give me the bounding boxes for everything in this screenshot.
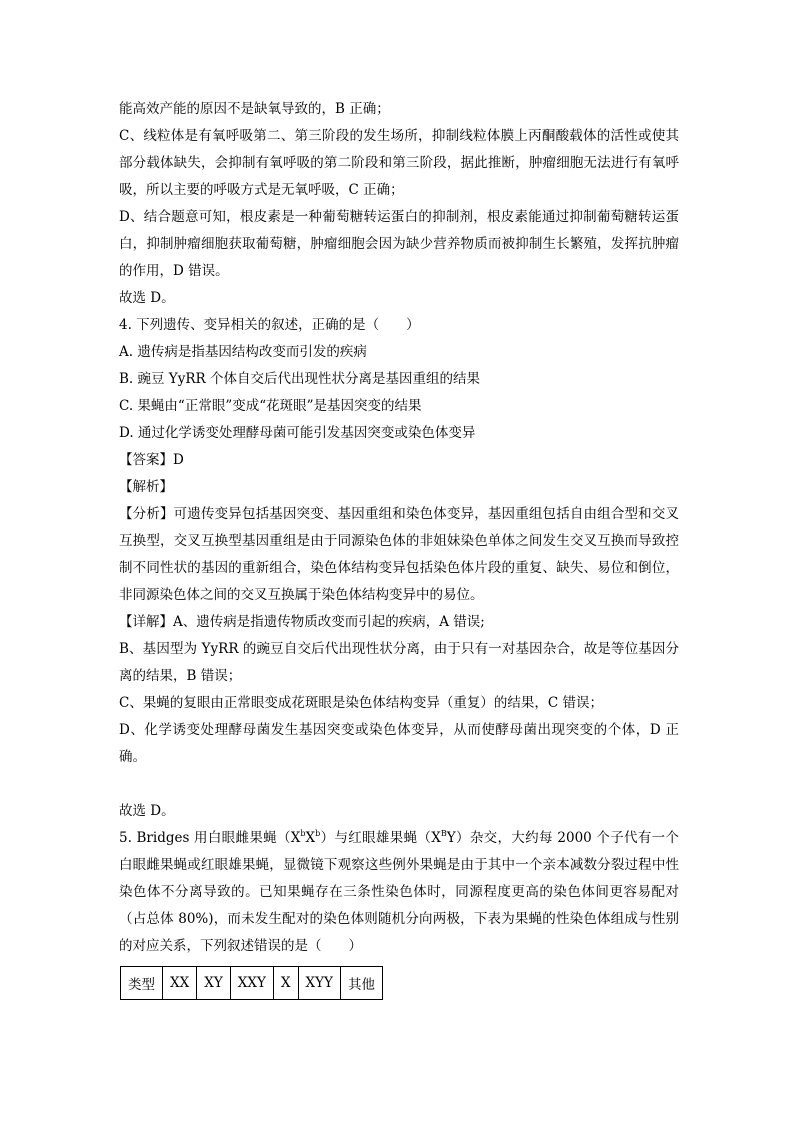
question-5-stem-part: X [305, 830, 316, 846]
table-row [121, 967, 383, 1000]
superscript: b [300, 829, 306, 838]
question-4-option-d: D. 通过化学诱变处理酵母菌可能引发基因突变或染色体变异 [119, 425, 476, 441]
table-cell: XX [163, 967, 197, 1000]
table-cell: XY [197, 967, 231, 1000]
question-5-stem [119, 825, 679, 960]
superscript: b [315, 829, 321, 838]
table-cell: XYY [298, 967, 340, 1000]
question-4-analysis: 【分析】可遗传变异包括基因突变、基因重组和染色体变异，基因重组包括自由组合型和交叉互换型，交叉互换型基因重组是由于同源染色体的非姐妹染色单体之间发生交叉互换而导致控制不同性状的基因的重新组合，染色体结构变异包括染色体片段的重复、缺失、易位和倒位，非同源染色体之间的交叉互换属于染色体结构变异中的易位。 [119, 506, 679, 603]
question-4-option-a: A. 遗传病是指基因结构改变而引发的疾病 [119, 344, 367, 360]
question-4-conclusion: 故选 D。 [119, 803, 175, 819]
table-cell: 类型 [121, 967, 163, 1000]
question-5-stem-part: Y）杂交，大约每 2000 个子代有一个白眼雌果蝇或红眼雄果蝇，显微镜下观察这些例外果蝇是由于其中一个亲本减数分裂过程中性染色体不分离导致的。已知果蝇存在三条性染色体时，同源程度更高的染色体间更容易配对（占总体 80%)，而未发生配对的染色体则随机分向两极，下表为果蝇的性染色体组成与性别的对应关系，下列叙述错误的是（ ） [119, 830, 680, 954]
question-4-analysis-heading: 【解析】 [119, 479, 173, 495]
question-4-option-c: C. 果蝇由“正常眼”变成“花斑眼”是基因突变的结果 [119, 398, 422, 414]
question-4-stem: 4. 下列遗传、变异相关的叙述，正确的是（ ） [119, 317, 420, 333]
prev-conclusion: 故选 D。 [119, 290, 175, 306]
question-5-stem-part: 5. Bridges 用白眼雌果蝇（X [119, 830, 301, 846]
paragraph-c-correct: C、线粒体是有氧呼吸第二、第三阶段的发生场所，抑制线粒体膜上丙酮酸载体的活性或使其部分载体缺失，会抑制有氧呼吸的第二阶段和第三阶段，据此推断，肿瘤细胞无法进行有氧呼吸，所以主要的呼吸方式是无氧呼吸，C 正确； [119, 128, 679, 198]
blank-line [119, 771, 679, 798]
document-content [119, 96, 679, 1000]
question-4-option-b: B. 豌豆 YyRR 个体自交后代出现性状分离是基因重组的结果 [119, 371, 480, 387]
sex-chromosome-table [120, 966, 383, 1000]
table-cell: 其他 [340, 967, 382, 1000]
question-4-detail-a: 【详解】A、遗传病是指遗传物质改变而引起的疾病，A 错误; [119, 614, 485, 630]
table-cell: XXY [230, 967, 273, 1000]
paragraph-d-wrong: D、结合题意可知，根皮素是一种葡萄糖转运蛋白的抑制剂，根皮素能通过抑制葡萄糖转运蛋白，抑制肿瘤细胞获取葡萄糖，肿瘤细胞会因为缺少营养物质而被抑制生长繁殖，发挥抗肿瘤的作用，D 错误。 [119, 209, 679, 279]
paragraph-b-correct: 能高效产能的原因不是缺氧导致的，B 正确； [119, 101, 390, 117]
question-4-detail-c: C、果蝇的复眼由正常眼变成花斑眼是染色体结构变异（重复）的结果，C 错误； [119, 695, 603, 711]
question-4-detail-b: B、基因型为 YyRR 的豌豆自交后代出现性状分离，由于只有一对基因杂合，故是等位基因分离的结果，B 错误； [119, 641, 679, 684]
question-4-detail-d: D、化学诱变处理酵母菌发生基因突变或染色体变异，从而使酵母菌出现突变的个体，D 正确。 [119, 722, 679, 765]
question-4-answer: 【答案】D [119, 452, 184, 468]
superscript: B [440, 829, 447, 838]
table-cell: X [273, 967, 298, 1000]
question-5-stem-part: ）与红眼雄果蝇（X [320, 830, 441, 846]
